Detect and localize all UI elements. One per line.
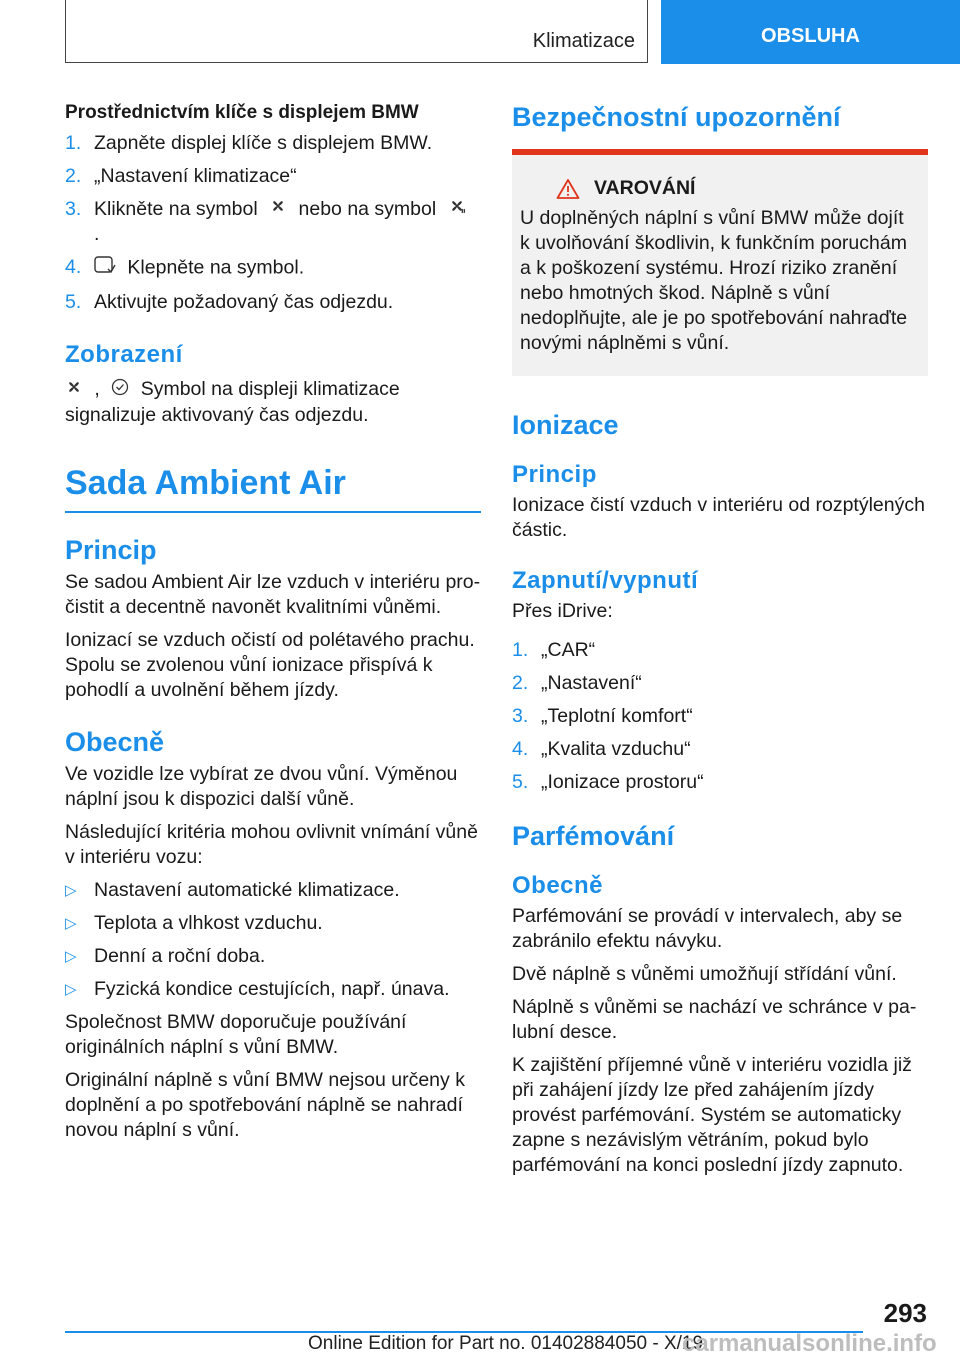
left-column [65,100,481,1151]
triangle-bullet-icon: ▷ [65,980,77,998]
list-item: 1. Zapněte displej klíče s displejem BMW. [65,132,433,154]
list-item: 4. Klepněte na symbol. [65,255,481,282]
paragraph: Náplně s vůněmi se nachází ve schránce v palubní desce. [512,996,917,1043]
obecne-heading: Obecně [512,872,604,899]
list-item: 5. „Ionizace prostoru“ [512,771,704,793]
paragraph: Originální náplně s vůní BMW nejsou určeny k doplnění a po spotřebování náplně se nahradí novou náplní s vůní. [65,1068,465,1141]
safety-heading: Bezpečnostní upozornění [512,102,841,132]
princip-heading: Princip [512,461,597,488]
edition-text: Online Edition for Part no. 01402884050 - X/19 [308,1333,704,1354]
paragraph: Dvě náplně s vůněmi umožňují střídání vůní. [512,963,897,985]
right-column [512,100,928,1186]
warning-title: VAROVÁNÍ [520,177,916,200]
list-item: ▷ Teplota a vlhkost vzduchu. [65,911,323,934]
toggle-heading: Zapnutí/vypnutí [512,567,699,594]
list-item: 1. „CAR“ [512,639,596,661]
list-item: ▷ Fyzická kondice cestujících, např. únava. [65,977,450,1000]
confirm-icon [94,255,116,282]
key-steps-list [65,131,481,315]
list-item: ▷ Denní a roční doba. [65,944,266,967]
warning-text: U doplněných náplní s vůní BMW může dojít k uvolňování škodlivin, k funkčním poruchám a k poškození systému. Hrozí riziko zranění nebo hmotných škod. Náplně s vůní nedoplňujte, ale je po spotřebování nahraďte novými náplněmi s vůní. [520,207,908,354]
triangle-bullet-icon: ▷ [65,947,77,965]
list-item: 3. „Teplotní komfort“ [512,705,693,727]
warning-triangle-icon [556,178,580,200]
obecne-heading: Obecně [65,726,165,757]
fan-icon [65,378,83,403]
list-item: 2. „Nastavení“ [512,672,642,694]
list-item: 5. Aktivujte požadovaný čas odjezdu. [65,291,394,314]
list-item: ▷ Nastavení automatické klimatizace. [65,878,400,901]
paragraph: Následující kritéria mohou ovlivnit vnímání vůně v interiéru vozu: [65,820,478,868]
warning-box [512,149,928,376]
clock-icon [111,378,129,403]
fan-icon [269,197,287,222]
zobrazeni-text: , Symbol na displeji klimatizace signalizuje aktivovaný čas odjezdu. [65,378,400,426]
paragraph: Ve vozidle lze vybírat ze dvou vůní. Výměnou náplní jsou k dispozici další vůně. [65,762,458,810]
chapter-title: Klimatizace [532,30,635,52]
list-item: 2. „Nastavení klimatizace“ [65,165,297,187]
list-item: 4. „Kvalita vzduchu“ [512,738,691,760]
page-number: 293 [883,1298,927,1328]
paragraph: Parfémování se provádí v intervalech, aby se zabránilo efektu návyku. [512,905,903,952]
section-tab: OBSLUHA [661,0,960,64]
toggle-steps-list [512,638,928,795]
watermark: carmanualsonline.info [682,1330,937,1357]
zobrazeni-heading: Zobrazení [65,341,183,369]
ambient-heading: Sada Ambient Air [65,464,481,513]
paragraph: Ionizací se vzduch očistí od polétavého prachu. Spolu se zvolenou vůní ionizace přispívá k pohodlí a uvolnění během jízdy. [65,628,475,701]
paragraph: Ionizace čistí vzduch v interiéru od rozptýlených částic. [512,494,925,541]
list-item: 3. Klikněte na symbol nebo na symbol . [65,197,481,247]
paragraph: Se sadou Ambient Air lze vzduch v interiéru pročistit a decentně navonět kvalitními vůněmi. [65,570,481,618]
paragraph: K zajištění příjemné vůně v interiéru vozidla již při zahájení jízdy lze před zahájením jízdy provést parfémování. Systém se automaticky zapne s nezávislým větráním, pokud bylo parfémování na konci poslední jízdy zapnuto. [512,1054,912,1176]
princip-heading: Princip [65,534,157,565]
header-chapter-box [65,0,648,63]
paragraph: Přes iDrive: [512,600,613,622]
triangle-bullet-icon: ▷ [65,914,77,932]
fan-heat-icon [448,197,466,222]
criteria-list [65,878,481,1002]
paragraph: Společnost BMW doporučuje používání originálních náplní s vůní BMW. [65,1010,407,1058]
key-heading: Prostřednictvím klíče s displejem BMW [65,102,419,123]
ionizace-heading: Ionizace [512,410,619,440]
parfem-heading: Parfémování [512,821,675,851]
triangle-bullet-icon: ▷ [65,881,77,899]
